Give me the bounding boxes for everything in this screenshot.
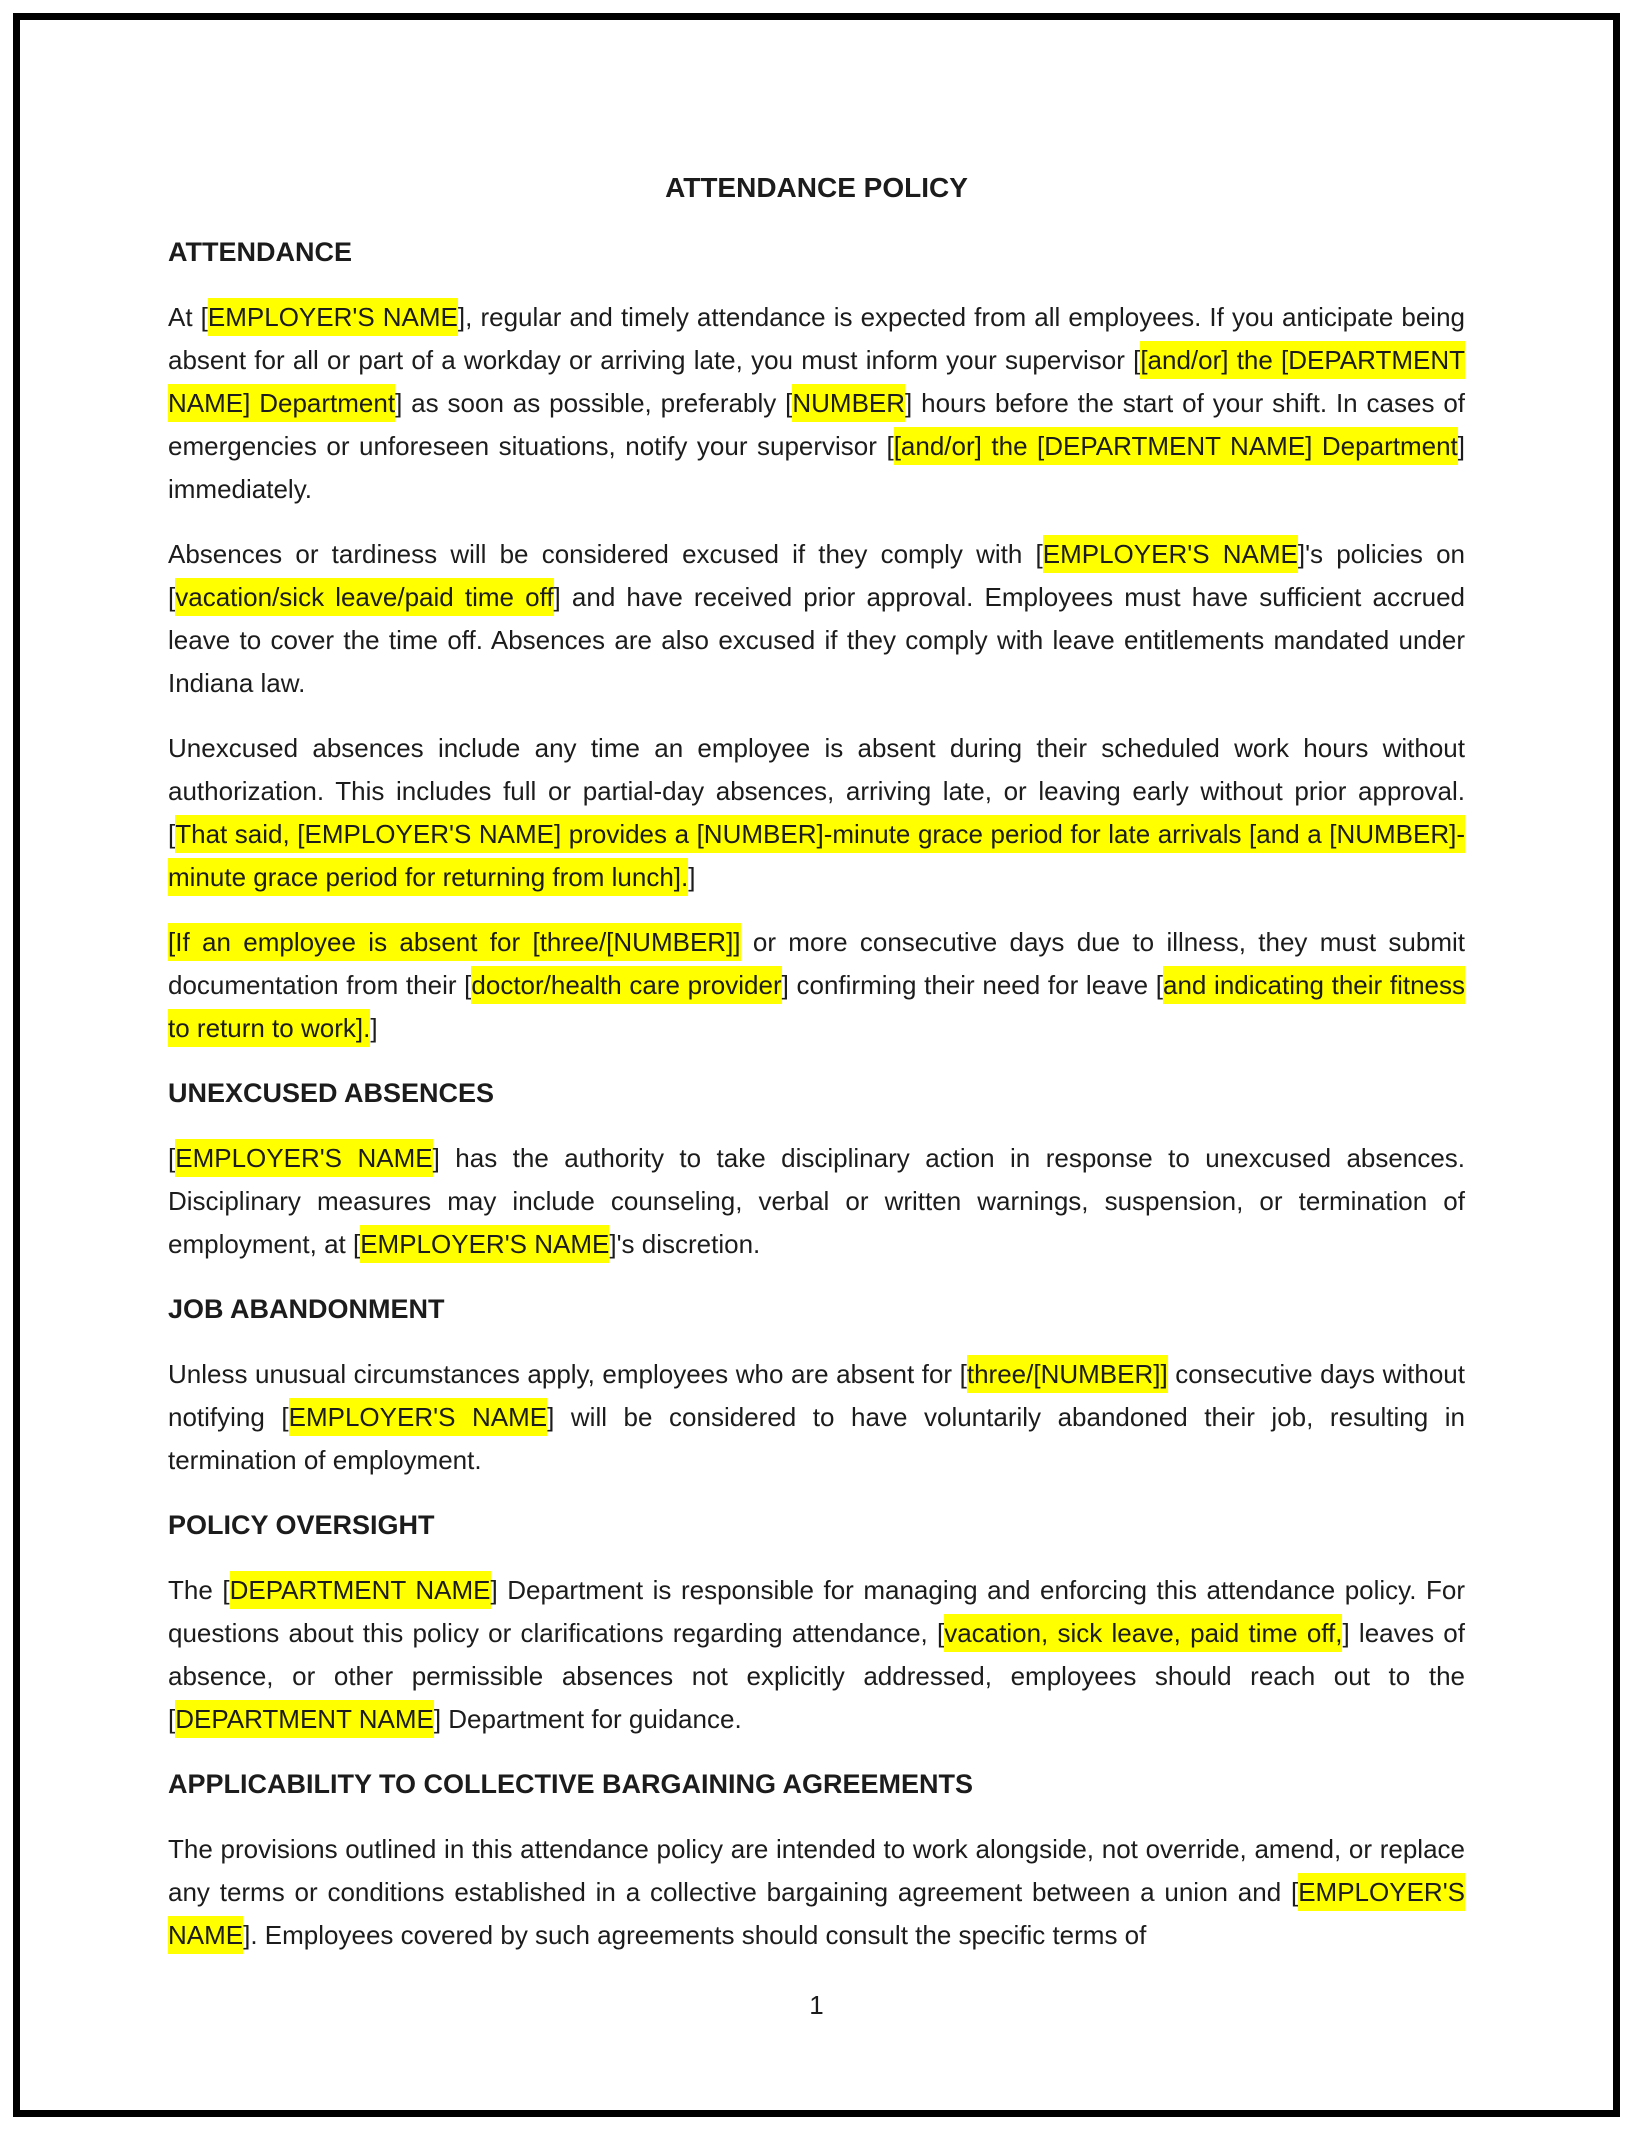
text-run: ] leaves of absence, or other permissible absences not explicitly addressed, employees should reach out to the [ — [168, 1618, 1465, 1734]
text-run: ] and have received prior approval. Employees must have sufficient accrued leave to cover the time off. Absences are also excused if they comply with leave entitlements mandated under Indiana law. — [168, 582, 1465, 698]
text-run: Unexcused absences include any time an employee is absent during their scheduled work hours without authorization. This includes full or partial-day absences, arriving late, or leaving early without prior approval. [ — [168, 733, 1465, 849]
text-run: ] — [688, 862, 696, 892]
highlighted-placeholder: DEPARTMENT NAME — [230, 1571, 491, 1609]
highlighted-placeholder: vacation, sick leave, paid time off, — [944, 1614, 1342, 1652]
text-run: consecutive days without notifying [ — [168, 1359, 1465, 1432]
paragraph — [168, 727, 1465, 899]
text-run: ] Department for guidance. — [433, 1704, 742, 1734]
highlighted-placeholder: EMPLOYER'S NAME — [289, 1398, 547, 1436]
highlighted-placeholder: [and/or] the [DEPARTMENT NAME] Department — [894, 427, 1458, 465]
highlighted-placeholder: [and/or] the [DEPARTMENT NAME] Department — [168, 341, 1465, 422]
highlighted-placeholder: NUMBER — [792, 384, 905, 422]
text-run: ]. Employees covered by such agreements should consult the specific terms of — [243, 1920, 1147, 1950]
highlighted-placeholder: That said, [EMPLOYER'S NAME] provides a [NUMBER]-minute grace period for late arrivals [and a [NUMBER]-minute grace period for returning from lunch]. — [168, 815, 1465, 896]
paragraph — [168, 1353, 1465, 1482]
text-run: The provisions outlined in this attendance policy are intended to work alongside, not override, amend, or replace any terms or conditions established in a collective bargaining agreement between a union and [ — [168, 1834, 1465, 1907]
text-run: ] has the authority to take disciplinary action in response to unexcused absences. Disciplinary measures may include counseling, verbal or written warnings, suspension, or termination of employment, at [ — [168, 1143, 1465, 1259]
paragraph — [168, 921, 1465, 1050]
text-run: ] as soon as possible, preferably [ — [395, 388, 793, 418]
highlighted-placeholder: EMPLOYER'S NAME — [175, 1139, 432, 1177]
text-run: ] immediately. — [168, 431, 1465, 504]
document-body — [168, 231, 1465, 1957]
text-run: [ — [168, 1143, 176, 1173]
paragraph — [168, 533, 1465, 705]
paragraph — [168, 1828, 1465, 1957]
text-run: ] hours before the start of your shift. In cases of emergencies or unforeseen situations, notify your supervisor [ — [168, 388, 1466, 461]
text-run: At [ — [168, 302, 208, 332]
highlighted-placeholder: three/[NUMBER]] — [967, 1355, 1168, 1393]
paragraph — [168, 1137, 1465, 1266]
section-heading: ATTENDANCE — [168, 237, 352, 267]
highlighted-placeholder: vacation/sick leave/paid time off — [175, 578, 553, 616]
text-run: ] confirming their need for leave [ — [781, 970, 1163, 1000]
text-run: The [ — [168, 1575, 230, 1605]
highlighted-placeholder: EMPLOYER'S NAME — [360, 1225, 609, 1263]
section-heading: UNEXCUSED ABSENCES — [168, 1078, 495, 1108]
paragraph — [168, 296, 1465, 511]
section-heading: POLICY OVERSIGHT — [168, 1510, 435, 1540]
highlighted-placeholder: doctor/health care provider — [471, 966, 781, 1004]
highlighted-placeholder: [If an employee is absent for [three/[NUMBER]] — [168, 923, 741, 961]
page-number: 1 — [809, 1990, 824, 2020]
highlighted-placeholder: and indicating their fitness to return to work]. — [168, 966, 1465, 1047]
highlighted-placeholder: DEPARTMENT NAME — [175, 1700, 434, 1738]
text-run: ], regular and timely attendance is expected from all employees. If you anticipate being absent for all or part of a workday or arriving late, you must inform your supervisor [ — [168, 302, 1465, 375]
text-run: or more consecutive days due to illness, they must submit documentation from their [ — [168, 927, 1465, 1000]
section-heading: JOB ABANDONMENT — [168, 1294, 445, 1324]
highlighted-placeholder: EMPLOYER'S NAME — [168, 1873, 1465, 1954]
text-run: Unless unusual circumstances apply, employees who are absent for [ — [168, 1359, 967, 1389]
text-run: ]'s discretion. — [609, 1229, 761, 1259]
document-title: ATTENDANCE POLICY — [665, 172, 968, 203]
document-content — [168, 166, 1465, 1979]
text-run: Absences or tardiness will be considered excused if they comply with [ — [168, 539, 1043, 569]
section-heading: APPLICABILITY TO COLLECTIVE BARGAINING AGREEMENTS — [168, 1769, 974, 1799]
text-run: ]'s policies on [ — [168, 539, 1466, 612]
highlighted-placeholder: EMPLOYER'S NAME — [208, 298, 458, 336]
text-run: ] will be considered to have voluntarily abandoned their job, resulting in termination of employment. — [168, 1402, 1465, 1475]
text-run: ] — [370, 1013, 378, 1043]
paragraph — [168, 1569, 1465, 1741]
text-run: ] Department is responsible for managing and enforcing this attendance policy. For questions about this policy or clarifications regarding attendance, [ — [168, 1575, 1466, 1648]
highlighted-placeholder: EMPLOYER'S NAME — [1043, 535, 1298, 573]
